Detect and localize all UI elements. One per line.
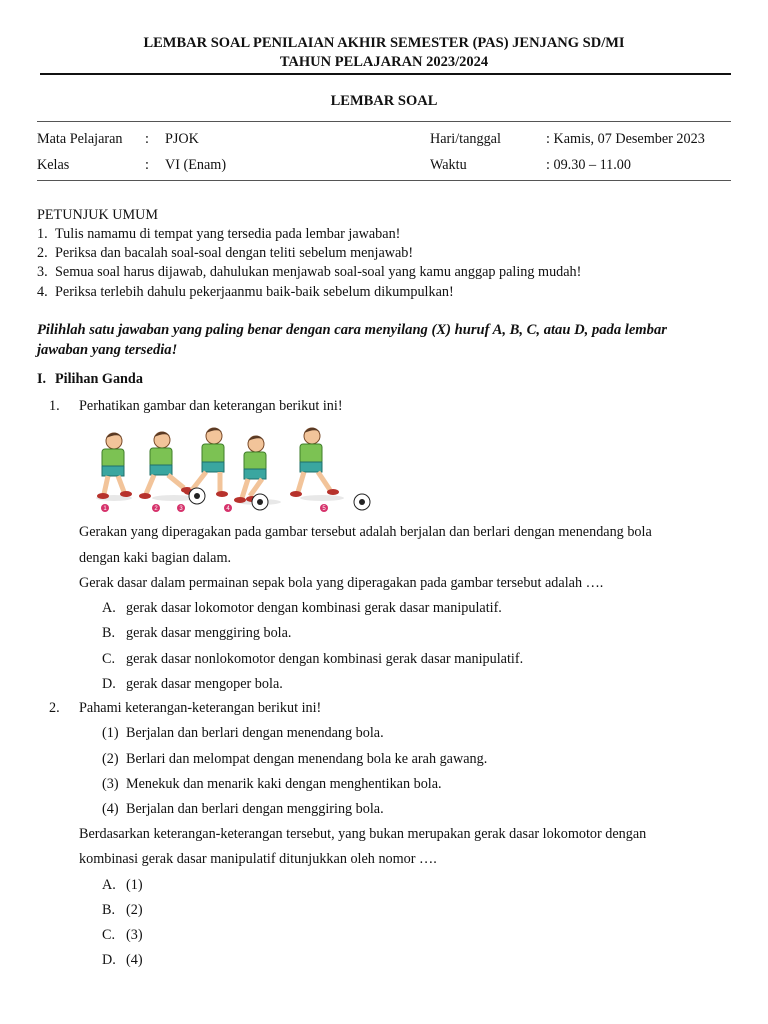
header-divider bbox=[40, 73, 731, 75]
instruction-item: Periksa terlebih dahulu pekerjaanmu baik-baik sebelum dikumpulkan! bbox=[55, 284, 454, 300]
question-number: 1. bbox=[49, 398, 60, 414]
statement-number: (3) bbox=[102, 776, 119, 792]
class-label: Kelas bbox=[37, 157, 70, 173]
question-description: Gerakan yang diperagakan pada gambar tersebut adalah berjalan dan berlari dengan menendang bola bbox=[79, 524, 652, 540]
instruction-number: 3. bbox=[37, 264, 48, 280]
statement-text: Berjalan dan berlari dengan menendang bola. bbox=[126, 725, 384, 741]
question-description: dengan kaki bagian dalam. bbox=[79, 550, 232, 566]
directive-line1: Pilihlah satu jawaban yang paling benar dengan cara menyilang (X) huruf A, B, C, atau D, pada lembar bbox=[37, 322, 667, 338]
time-value: : 09.30 – 11.00 bbox=[546, 157, 631, 173]
question-text: Gerak dasar dalam permainan sepak bola yang diperagakan pada gambar tersebut adalah …. bbox=[79, 575, 604, 591]
option-text[interactable]: (3) bbox=[126, 927, 143, 943]
step-marker-5: 5 bbox=[322, 506, 326, 512]
option-letter[interactable]: D. bbox=[102, 676, 116, 692]
question-prompt: Pahami keterangan-keterangan berikut ini! bbox=[79, 700, 322, 716]
option-letter[interactable]: B. bbox=[102, 625, 116, 641]
option-text[interactable]: gerak dasar lokomotor dengan kombinasi gerak dasar manipulatif. bbox=[126, 600, 502, 616]
step-marker-2: 2 bbox=[154, 506, 158, 512]
option-text[interactable]: (1) bbox=[126, 877, 143, 893]
instructions-title: PETUNJUK UMUM bbox=[37, 207, 158, 223]
question-text: kombinasi gerak dasar manipulatif ditunjukkan oleh nomor …. bbox=[79, 851, 437, 867]
statement-number: (4) bbox=[102, 801, 119, 817]
question-number: 2. bbox=[49, 700, 60, 716]
statement-text: Berlari dan melompat dengan menendang bola ke arah gawang. bbox=[126, 751, 488, 767]
exam-title-line1: LEMBAR SOAL PENILAIAN AKHIR SEMESTER (PAS) JENJANG SD/MI bbox=[143, 35, 625, 51]
step-marker-1: 1 bbox=[103, 506, 107, 512]
question-prompt: Perhatikan gambar dan keterangan berikut ini! bbox=[79, 398, 343, 414]
option-letter[interactable]: D. bbox=[102, 952, 116, 968]
section-number: I. bbox=[37, 371, 47, 387]
question-text: Berdasarkan keterangan-keterangan tersebut, yang bukan merupakan gerak dasar lokomotor dengan bbox=[79, 826, 647, 842]
class-colon: : bbox=[145, 157, 149, 173]
option-text[interactable]: gerak dasar mengoper bola. bbox=[126, 676, 283, 692]
option-text[interactable]: gerak dasar nonlokomotor dengan kombinasi gerak dasar manipulatif. bbox=[126, 651, 524, 667]
option-text[interactable]: (2) bbox=[126, 902, 143, 918]
subject-value: PJOK bbox=[165, 131, 199, 147]
statement-text: Berjalan dan berlari dengan menggiring bola. bbox=[126, 801, 384, 817]
instruction-item: Tulis namamu di tempat yang tersedia pada lembar jawaban! bbox=[55, 226, 401, 242]
instruction-item: Periksa dan bacalah soal-soal dengan teliti sebelum menjawab! bbox=[55, 245, 414, 261]
instruction-item: Semua soal harus dijawab, dahulukan menjawab soal-soal yang kamu anggap paling mudah! bbox=[55, 264, 582, 280]
step-marker-3: 3 bbox=[179, 506, 183, 512]
class-value: VI (Enam) bbox=[165, 157, 227, 173]
subject-colon: : bbox=[145, 131, 149, 147]
step-marker-4: 4 bbox=[226, 506, 230, 512]
day-value: : Kamis, 07 Desember 2023 bbox=[546, 131, 705, 147]
exam-title-line2: TAHUN PELAJARAN 2023/2024 bbox=[279, 54, 489, 70]
time-label: Waktu bbox=[430, 157, 467, 173]
instruction-number: 4. bbox=[37, 284, 48, 300]
option-text[interactable]: (4) bbox=[126, 952, 143, 968]
instruction-number: 2. bbox=[37, 245, 48, 261]
option-letter[interactable]: A. bbox=[102, 600, 116, 616]
option-text[interactable]: gerak dasar menggiring bola. bbox=[126, 625, 292, 641]
option-letter[interactable]: C. bbox=[102, 651, 116, 667]
subject-label: Mata Pelajaran bbox=[37, 131, 123, 147]
day-label: Hari/tanggal bbox=[430, 131, 501, 147]
option-letter[interactable]: B. bbox=[102, 902, 116, 918]
statement-number: (2) bbox=[102, 751, 119, 767]
info-top-rule bbox=[37, 121, 731, 122]
statement-number: (1) bbox=[102, 725, 119, 741]
sheet-title: LEMBAR SOAL bbox=[330, 93, 438, 109]
directive-line2: jawaban yang tersedia! bbox=[37, 342, 178, 358]
option-letter[interactable]: A. bbox=[102, 877, 116, 893]
option-letter[interactable]: C. bbox=[102, 927, 116, 943]
instruction-number: 1. bbox=[37, 226, 48, 242]
info-bottom-rule bbox=[37, 180, 731, 181]
soccer-kick-sequence-illustration bbox=[84, 422, 378, 514]
statement-text: Menekuk dan menarik kaki dengan menghentikan bola. bbox=[126, 776, 442, 792]
section-title: Pilihan Ganda bbox=[55, 371, 143, 387]
